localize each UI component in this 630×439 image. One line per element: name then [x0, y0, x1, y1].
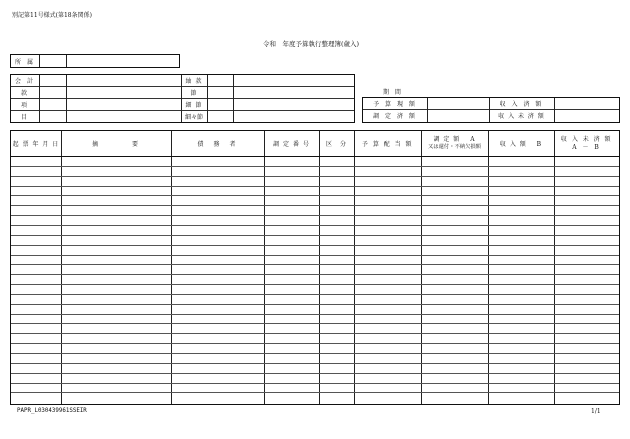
table-row-line	[11, 363, 619, 364]
table-row-line	[11, 235, 619, 236]
col-unreceived	[554, 131, 619, 156]
table-row-line	[11, 392, 619, 393]
header-separator	[11, 156, 619, 157]
table-row-line	[11, 284, 619, 285]
col-adjustment-amount-line2: 又は還付・不納欠損額	[428, 143, 481, 150]
col-received-amount: 収 入 額 B	[499, 141, 543, 148]
col-unreceived-line2: A － B	[572, 143, 601, 151]
ledger-table	[10, 130, 620, 405]
table-row-line	[11, 314, 619, 315]
kou-label: 項	[20, 101, 29, 109]
unreceived-total-label: 収 入 未 済 額	[498, 113, 545, 120]
table-row-line	[11, 166, 619, 167]
period-label: 期 間	[383, 89, 403, 96]
account-label: 会 計	[15, 78, 35, 85]
table-row-line	[11, 323, 619, 324]
sub-setsu-label: 細 節	[185, 101, 203, 109]
page-title: 令和 年度予算執行整理簿(歳入)	[263, 40, 360, 48]
table-row-line	[11, 195, 619, 196]
sub-kan-label: 紬 款	[185, 78, 203, 85]
col-summary: 摘 要	[91, 141, 140, 148]
budget-summary-box	[362, 97, 620, 123]
page-number: 1/1	[591, 408, 601, 415]
adjusted-amount-label: 調 定 済 額	[373, 113, 417, 120]
table-row-line	[11, 294, 619, 295]
moku-label: 目	[20, 113, 29, 121]
table-row-line	[11, 205, 619, 206]
table-row-line	[11, 245, 619, 246]
table-row-line	[11, 353, 619, 354]
budget-current-label: 予 算 現 額	[373, 101, 417, 108]
table-row-line	[11, 373, 619, 374]
table-row-line	[11, 383, 619, 384]
col-debtor: 債 務 者	[197, 141, 238, 148]
col-adjustment-no: 調 定 番 号	[273, 141, 310, 148]
col-date: 起 票 年 月 日	[12, 141, 60, 148]
kan-label: 款	[20, 89, 29, 97]
received-total-label: 収 入 済 額	[499, 101, 544, 108]
col-category: 区 分	[325, 141, 347, 148]
account-box	[10, 74, 355, 123]
table-row-line	[11, 264, 619, 265]
department-label: 所 属	[15, 58, 35, 66]
department-box	[10, 54, 180, 68]
table-row-line	[11, 304, 619, 305]
table-row-line	[11, 225, 619, 226]
col-adjustment-amount	[421, 131, 488, 156]
col-adjustment-amount-line1: 調 定 額 A	[433, 135, 476, 143]
footer-code: PAPR_L030439961SSEIR	[17, 408, 87, 414]
table-row-line	[11, 343, 619, 344]
table-row-line	[11, 255, 619, 256]
table-row-line	[11, 215, 619, 216]
col-budget-allocation: 予 算 配 当 額	[361, 141, 414, 148]
table-row-line	[11, 186, 619, 187]
setsu-label: 節	[190, 89, 198, 97]
table-row-line	[11, 333, 619, 334]
col-unreceived-line1: 収 入 未 済 額	[560, 135, 613, 143]
form-id: 別記第11号様式(第18条関係)	[12, 12, 92, 19]
sub-sub-setsu-label: 細々節	[184, 113, 203, 121]
table-row-line	[11, 176, 619, 177]
table-row-line	[11, 274, 619, 275]
